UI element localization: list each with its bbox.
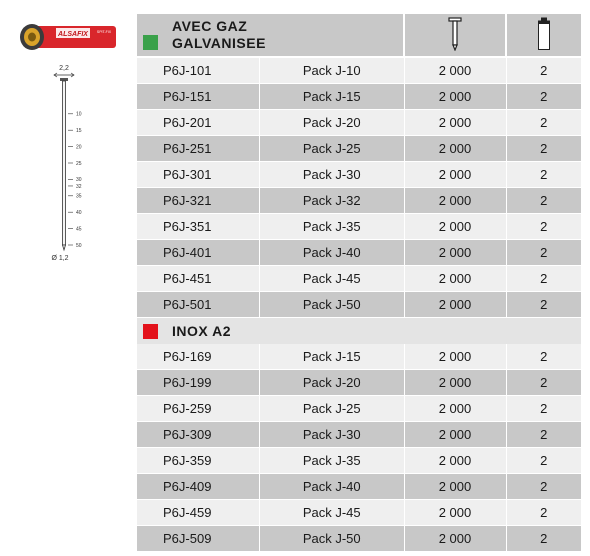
cartridge-count-cell: 2 bbox=[506, 396, 582, 422]
table-row bbox=[137, 500, 582, 526]
pack-cell: Pack J-25 bbox=[260, 136, 405, 162]
stainless-color-marker bbox=[143, 324, 158, 339]
cartridge-count-cell: 2 bbox=[506, 110, 582, 136]
length-tick-label: 40 bbox=[76, 210, 82, 216]
reference-cell: P6J-509 bbox=[137, 526, 260, 552]
reference-cell: P6J-409 bbox=[137, 474, 260, 500]
quantity-cell: 2 000 bbox=[404, 188, 506, 214]
quantity-cell: 2 000 bbox=[404, 500, 506, 526]
pack-cell: Pack J-15 bbox=[260, 84, 405, 110]
pack-cell: Pack J-25 bbox=[260, 396, 405, 422]
table-row bbox=[137, 396, 582, 422]
nail-pack-image bbox=[16, 18, 120, 54]
reference-cell: P6J-459 bbox=[137, 500, 260, 526]
shank-diameter-label: Ø 1,2 bbox=[51, 255, 69, 262]
length-tick-label: 20 bbox=[76, 144, 82, 151]
length-tick-label: 15 bbox=[76, 128, 82, 134]
section-title-line: INOX A2 bbox=[172, 323, 231, 339]
nail-dimension-drawing bbox=[40, 60, 100, 270]
pack-cell: Pack J-45 bbox=[260, 500, 405, 526]
pack-cell: Pack J-45 bbox=[260, 266, 405, 292]
pack-cell: Pack J-50 bbox=[260, 526, 405, 552]
section-title-line: AVEC GAZ bbox=[172, 18, 248, 34]
galvanised-color-marker bbox=[143, 35, 158, 50]
quantity-cell: 2 000 bbox=[404, 57, 506, 84]
nail-icon bbox=[448, 17, 462, 51]
cartridge-count-cell: 2 bbox=[506, 188, 582, 214]
cartridge-count-cell: 2 bbox=[506, 448, 582, 474]
table-row bbox=[137, 110, 582, 136]
pack-cell: Pack J-50 bbox=[260, 292, 405, 318]
cartridge-count-cell: 2 bbox=[506, 136, 582, 162]
reference-cell: P6J-309 bbox=[137, 422, 260, 448]
table-row bbox=[137, 526, 582, 552]
pack-cell: Pack J-40 bbox=[260, 474, 405, 500]
table-row bbox=[137, 57, 582, 84]
reference-cell: P6J-151 bbox=[137, 84, 260, 110]
table-row bbox=[137, 240, 582, 266]
quantity-cell: 2 000 bbox=[404, 136, 506, 162]
pack-cell: Pack J-35 bbox=[260, 448, 405, 474]
section-title-line: GALVANISEE bbox=[172, 35, 266, 51]
table-row bbox=[137, 422, 582, 448]
cartridge-count-cell: 2 bbox=[506, 162, 582, 188]
section-title bbox=[137, 318, 582, 345]
table-row bbox=[137, 474, 582, 500]
cartridge-count-cell: 2 bbox=[506, 500, 582, 526]
quantity-cell: 2 000 bbox=[404, 344, 506, 370]
quantity-cell: 2 000 bbox=[404, 266, 506, 292]
length-tick-label: 35 bbox=[76, 193, 82, 200]
pack-cell: Pack J-30 bbox=[260, 162, 405, 188]
pack-cell: Pack J-20 bbox=[260, 370, 405, 396]
pack-tag-label: SPIT-FIX bbox=[96, 30, 112, 34]
quantity-column-header bbox=[404, 14, 506, 57]
reference-cell: P6J-359 bbox=[137, 448, 260, 474]
pack-cell: Pack J-40 bbox=[260, 240, 405, 266]
reference-cell: P6J-101 bbox=[137, 57, 260, 84]
table-row bbox=[137, 84, 582, 110]
cartridge-count-cell: 2 bbox=[506, 84, 582, 110]
cartridge-count-cell: 2 bbox=[506, 266, 582, 292]
pack-brand-label: ALSAFIX bbox=[58, 31, 88, 38]
head-diameter-label: 2,2 bbox=[59, 65, 69, 72]
length-scale bbox=[68, 112, 82, 249]
length-tick-label: 50 bbox=[76, 242, 82, 249]
cartridge-column-header bbox=[506, 14, 582, 57]
length-tick-label: 10 bbox=[76, 111, 82, 118]
quantity-cell: 2 000 bbox=[404, 370, 506, 396]
cartridge-count-cell: 2 bbox=[506, 526, 582, 552]
gas-cartridge-icon bbox=[536, 17, 552, 51]
table-row bbox=[137, 162, 582, 188]
quantity-cell: 2 000 bbox=[404, 396, 506, 422]
cartridge-count-cell: 2 bbox=[506, 344, 582, 370]
pack-cell: Pack J-35 bbox=[260, 214, 405, 240]
nail-product-table bbox=[136, 14, 582, 552]
pack-cell: Pack J-10 bbox=[260, 57, 405, 84]
quantity-cell: 2 000 bbox=[404, 422, 506, 448]
pack-cell: Pack J-30 bbox=[260, 422, 405, 448]
table-row bbox=[137, 448, 582, 474]
reference-cell: P6J-251 bbox=[137, 136, 260, 162]
table-row bbox=[137, 344, 582, 370]
length-tick-label: 32 bbox=[76, 183, 82, 190]
quantity-cell: 2 000 bbox=[404, 474, 506, 500]
quantity-cell: 2 000 bbox=[404, 84, 506, 110]
quantity-cell: 2 000 bbox=[404, 214, 506, 240]
quantity-cell: 2 000 bbox=[404, 162, 506, 188]
pack-cell: Pack J-32 bbox=[260, 188, 405, 214]
cartridge-count-cell: 2 bbox=[506, 292, 582, 318]
cartridge-count-cell: 2 bbox=[506, 240, 582, 266]
pack-cell: Pack J-15 bbox=[260, 344, 405, 370]
section-title bbox=[137, 14, 405, 57]
reference-cell: P6J-259 bbox=[137, 396, 260, 422]
cartridge-count-cell: 2 bbox=[506, 370, 582, 396]
length-tick-label: 25 bbox=[76, 160, 82, 167]
quantity-cell: 2 000 bbox=[404, 448, 506, 474]
table-row bbox=[137, 136, 582, 162]
reference-cell: P6J-301 bbox=[137, 162, 260, 188]
section-header bbox=[137, 14, 582, 57]
table-row bbox=[137, 266, 582, 292]
pack-cell: Pack J-20 bbox=[260, 110, 405, 136]
reference-cell: P6J-451 bbox=[137, 266, 260, 292]
quantity-cell: 2 000 bbox=[404, 292, 506, 318]
table-row bbox=[137, 370, 582, 396]
table-row bbox=[137, 188, 582, 214]
section-header bbox=[137, 318, 582, 345]
reference-cell: P6J-169 bbox=[137, 344, 260, 370]
reference-cell: P6J-501 bbox=[137, 292, 260, 318]
cartridge-count-cell: 2 bbox=[506, 474, 582, 500]
reference-cell: P6J-199 bbox=[137, 370, 260, 396]
length-tick-label: 30 bbox=[76, 177, 82, 184]
cartridge-count-cell: 2 bbox=[506, 422, 582, 448]
reference-cell: P6J-321 bbox=[137, 188, 260, 214]
reference-cell: P6J-351 bbox=[137, 214, 260, 240]
reference-cell: P6J-201 bbox=[137, 110, 260, 136]
cartridge-count-cell: 2 bbox=[506, 57, 582, 84]
reference-cell: P6J-401 bbox=[137, 240, 260, 266]
quantity-cell: 2 000 bbox=[404, 110, 506, 136]
table-row bbox=[137, 292, 582, 318]
table-row bbox=[137, 214, 582, 240]
quantity-cell: 2 000 bbox=[404, 240, 506, 266]
length-tick-label: 45 bbox=[76, 226, 82, 233]
quantity-cell: 2 000 bbox=[404, 526, 506, 552]
cartridge-count-cell: 2 bbox=[506, 214, 582, 240]
